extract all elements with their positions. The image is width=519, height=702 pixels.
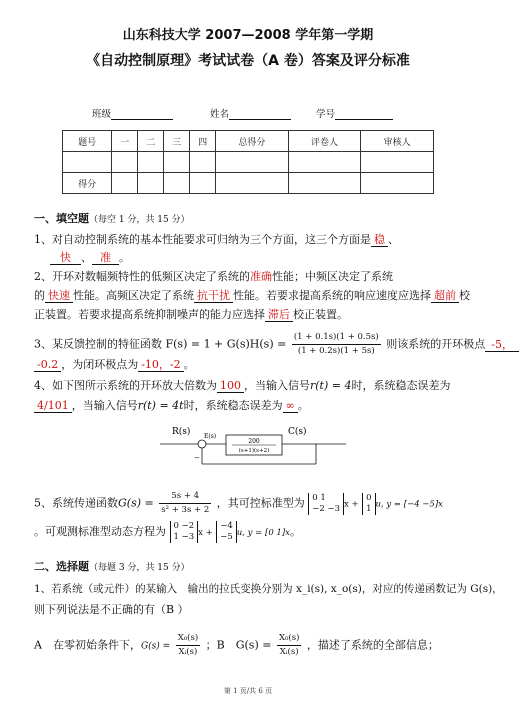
tf-numerator: 200 — [248, 438, 260, 445]
score-header: 三 — [164, 131, 190, 152]
q3-fraction — [292, 331, 381, 358]
class-field — [92, 106, 173, 120]
q3-answer-2: -10，-2 — [138, 358, 183, 372]
q2-answer-5: 滞后 — [265, 308, 293, 322]
page-footer: 第 1 页/共 6 页 — [223, 687, 273, 695]
q5-line1: 5、系统传递函数G(s) = $\frac{5s + 4}{\text{s² + 3s + 2}}$ ，其可控标准型为 0 1 −2 −3 x + 0 1 u, y = [−4 −5]x — [34, 491, 443, 515]
q3-answer-1: -5， — [485, 338, 519, 352]
q1-sep: 、 — [388, 233, 399, 246]
score-header: 总得分 — [216, 131, 289, 152]
option-a-label: A 在零初始条件下， — [34, 638, 141, 652]
score-cell — [112, 173, 138, 194]
block-diagram — [160, 424, 350, 472]
q3-answer-1b: -0.2 — [34, 358, 61, 372]
q1-sep: 、 — [81, 251, 92, 264]
id-label: 学号 — [316, 109, 336, 120]
section2-note: （每题 3 分，共 15 分） — [89, 563, 190, 573]
q2-text: 性能。高频区决定了系统 — [73, 289, 194, 302]
obs-b-row: −5 — [220, 532, 233, 542]
obs-output: u, y = [0 1]x — [236, 528, 290, 538]
q5-text: 5、系统传递函数 — [34, 496, 118, 510]
option-a-fraction — [176, 632, 200, 659]
score-cell — [164, 152, 190, 173]
q4-answer-2: 4/101 — [34, 399, 72, 413]
score-row — [63, 173, 434, 194]
score-cell — [63, 152, 112, 173]
q4-text: ，当输入信号 — [71, 399, 138, 412]
s2q1-options — [34, 632, 439, 659]
q2-answer-3: 抗干扰 — [194, 289, 233, 303]
q4-text: 时，系统稳态误差为 — [183, 399, 283, 412]
obs-a-row: 1 −3 — [173, 532, 195, 542]
error-label: E(s) — [204, 433, 217, 440]
q2-answer-2: 快速 — [45, 289, 73, 303]
q3-end: 。 — [183, 358, 195, 371]
score-row-label: 得分 — [63, 173, 112, 194]
q3-text: 3、某反馈控制的特征函数 F(s) = 1 + G(s)H(s) = — [34, 337, 287, 351]
q5-den: s² + 3s + 2 — [161, 505, 210, 515]
s2q1-line2 — [34, 603, 189, 616]
q1-answer-2: 快 — [50, 251, 81, 265]
score-cell — [216, 173, 289, 194]
score-header: 二 — [138, 131, 164, 152]
obs-matrix-b — [216, 521, 237, 543]
section2-title: 二、选择题 — [34, 560, 89, 573]
q2-line2 — [34, 289, 470, 302]
q4-input-2: r(t) = 4t — [137, 399, 184, 412]
q4-answer-1: 100 — [217, 379, 244, 393]
score-cell — [288, 152, 361, 173]
ctrl-a-row: −2 −3 — [312, 503, 340, 514]
name-field — [210, 106, 291, 120]
score-header: 题号 — [63, 131, 112, 152]
q2-text: 性能；中频区决定了系统 — [272, 270, 393, 283]
q1-line2 — [50, 251, 130, 264]
s2q1-line1 — [34, 583, 503, 596]
score-header: 四 — [190, 131, 216, 152]
option-b-text: ，描述了系统的全部信息； — [306, 638, 439, 652]
score-blank-row — [63, 152, 434, 173]
class-label: 班级 — [92, 109, 112, 120]
option-b-num: X₀(s) — [277, 632, 301, 646]
ctrl-b-row: 0 — [366, 492, 372, 503]
score-cell — [138, 173, 164, 194]
section1-title: 一、填空题 — [34, 212, 89, 225]
q1-line1 — [34, 233, 399, 246]
score-header: 评卷人 — [288, 131, 361, 152]
score-cell — [190, 173, 216, 194]
q1-text: 1、对自动控制系统的基本性能要求可归纳为三个方面，这三个方面是 — [34, 233, 371, 246]
q2-text: 校 — [459, 289, 470, 302]
q5-text: ，其可控标准型为 — [216, 496, 305, 510]
q3-text: 则该系统的开环极点 — [386, 337, 486, 351]
section2-heading — [34, 560, 190, 575]
option-a-num: X₀(s) — [176, 632, 200, 646]
obs-a-row: 0 −2 — [173, 521, 195, 531]
option-a-den: Xᵢ(s) — [178, 647, 198, 657]
ctrl-b-row: 1 — [366, 503, 372, 514]
score-header: 审核人 — [361, 131, 434, 152]
q1-answer-3: 准 — [92, 251, 119, 265]
q4-text: ，当输入信号 — [244, 379, 310, 392]
score-table — [62, 130, 434, 194]
q1-answer-1: 稳 — [371, 233, 388, 247]
ctrl-output: u, y = [−4 −5]x — [375, 499, 443, 510]
q4-text: 4、如下图所示系统的开环放大倍数为 — [34, 379, 217, 392]
q3-line1 — [34, 331, 519, 358]
score-cell — [361, 173, 434, 194]
class-blank — [111, 109, 173, 120]
q5-num: 5s + 4 — [159, 490, 211, 504]
q3-den: (1 + 0.2s)(1 + 5s) — [297, 346, 375, 356]
option-a-expr: G(s) = — [140, 641, 171, 652]
input-label: R(s) — [172, 427, 191, 437]
s2q1-text: 1、若系统（或元件）的某输入 输出的拉氏变换分别为 x_i(s), x_o(s)，对应的传递函数记为 G(s)， — [34, 583, 503, 595]
q4-answer-3: ∞ — [283, 399, 298, 413]
id-blank — [335, 109, 393, 120]
q4-end: 。 — [297, 399, 309, 412]
score-cell — [112, 152, 138, 173]
option-b-den: Xᵢ(s) — [279, 647, 299, 657]
minus-sign: − — [194, 454, 200, 462]
q5-line2: 。可观测标准型动态方程为 0 −2 1 −3 x + −4 −5 u, y = [0 1]x。 — [34, 521, 301, 542]
q3-line2 — [34, 358, 195, 371]
q5-text: 。可观测标准型动态方程为 — [34, 525, 166, 538]
page-subtitle: 《自动控制原理》考试试卷（A 卷）答案及评分标准 — [86, 53, 410, 69]
name-label: 姓名 — [210, 109, 230, 120]
q4-text: 时，系统稳态误差为 — [351, 379, 451, 392]
name-blank — [229, 109, 291, 120]
q2-text: 2、开环对数幅频特性的低频区决定了系统的 — [34, 270, 250, 283]
ctrl-matrix-b — [362, 493, 375, 515]
score-cell — [361, 152, 434, 173]
score-cell — [288, 173, 361, 194]
q4-input-1: r(t) = 4 — [310, 379, 352, 392]
score-cell — [138, 152, 164, 173]
id-field — [316, 106, 393, 120]
score-cell — [190, 152, 216, 173]
q2-text: 正装置。若要求提高系统抑制噪声的能力应选择 — [34, 308, 265, 321]
ctrl-a-row: 0 1 — [312, 492, 326, 503]
obs-matrix-a — [170, 521, 199, 543]
score-header: 一 — [112, 131, 138, 152]
q5-fraction — [159, 490, 211, 517]
q2-line1 — [34, 270, 393, 283]
output-label: C(s) — [288, 427, 307, 437]
option-b-fraction — [277, 632, 301, 659]
page-title: 山东科技大学 2007—2008 学年第一学期 — [122, 28, 374, 43]
q3-text: ，为闭环极点为 — [61, 358, 139, 371]
option-b-label: ；B G(s) = — [205, 638, 272, 652]
section1-note: （每空 1 分，共 15 分） — [89, 215, 190, 225]
score-header-row — [63, 131, 434, 152]
ctrl-matrix-a — [308, 493, 344, 515]
q4-line1 — [34, 379, 450, 392]
score-cell — [216, 152, 289, 173]
q1-end: 。 — [119, 251, 130, 264]
q4-line2 — [34, 399, 309, 412]
q3-num: (1 + 0.1s)(1 + 0.5s) — [292, 331, 381, 345]
obs-b-row: −4 — [220, 521, 233, 531]
q2-answer-1: 准确 — [250, 270, 272, 283]
s2q1-text: 则下列说法是不正确的有（B ） — [34, 603, 189, 616]
section1-heading — [34, 212, 190, 227]
score-cell — [164, 173, 190, 194]
q2-text: 校正装置。 — [293, 308, 348, 321]
tf-denominator: (s+1)(s+2) — [238, 448, 270, 454]
q5-end: 。 — [289, 525, 301, 538]
q5-g: G(s) = — [118, 496, 154, 510]
q2-text: 性能。若要求提高系统的响应速度应选择 — [233, 289, 431, 302]
q2-line3 — [34, 308, 348, 321]
q2-text: 的 — [34, 289, 45, 302]
summing-junction — [198, 440, 206, 448]
q2-answer-4: 超前 — [431, 289, 459, 303]
